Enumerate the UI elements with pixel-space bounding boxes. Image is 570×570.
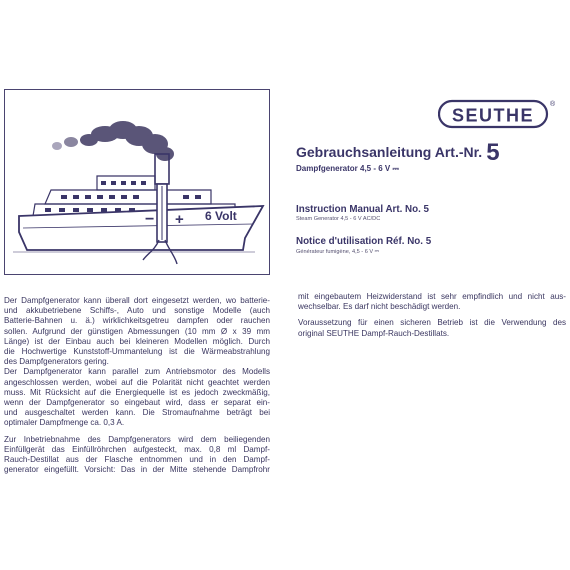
text-line: Der Dampfgenerator kann parallel zum Antriebsmotor des Modells xyxy=(4,367,270,377)
page-title xyxy=(296,139,500,167)
plus-sign: + xyxy=(175,211,184,228)
english-title: Instruction Manual Art. No. 5 xyxy=(296,204,429,215)
page-subtitle: Dampfgenerator 4,5 - 6 V ⎓ xyxy=(296,164,399,173)
text-line: Rauch-Destillat aus der Flasche entnommen und in den Dampf- xyxy=(4,455,270,465)
paragraph-caution xyxy=(298,292,566,312)
text-line: und akkubetriebene Schiffs-, Auto und sonstige Modelle (auch xyxy=(4,306,270,316)
text-line: Zur Inbetriebnahme des Dampfgenerators wird dem beiliegenden xyxy=(4,434,270,444)
text-line: wenn der Dampfgenerator so eingebaut wird, dass er separat ein- xyxy=(4,398,270,408)
french-subtitle: Générateur fumigène, 4,5 - 6 V ⎓ xyxy=(296,249,380,255)
voltage-label: 6 Volt xyxy=(205,209,237,223)
title-text: Gebrauchsanleitung Art.-Nr. xyxy=(296,144,483,160)
french-title: Notice d'utilisation Réf. No. 5 xyxy=(296,236,432,247)
article-number: 5 xyxy=(486,139,500,166)
ship-illustration xyxy=(5,90,271,276)
text-line: Voraussetzung für einen sicheren Betrieb ist die Verwendung des xyxy=(298,318,566,328)
minus-sign: − xyxy=(145,211,155,228)
paragraph-requirement xyxy=(298,318,566,338)
text-line: mit eingebautem Heizwiderstand ist sehr empfindlich und nicht aus- xyxy=(298,292,566,301)
text-line: Der Dampfgenerator kann überall dort eingesetzt werden, wo batterie- xyxy=(4,296,270,305)
text-line: die Hochwertige Kunststoff-Ummantelung ist die Wärmeabstrahlung xyxy=(4,347,270,357)
text-line: sollen. Aufgrund der günstigen Abmessungen (10 mm Ø x 39 mm xyxy=(4,326,270,336)
english-subtitle: Steam Generator 4,5 - 6 V AC/DC xyxy=(296,216,381,222)
logo-text: SEUTHE xyxy=(451,105,535,126)
text-line: muss. Mit Rücksicht auf die Energiequelle ist es jedoch zweckmäßig, xyxy=(4,387,270,397)
left-text-column xyxy=(4,296,270,475)
text-line: optimaler Dampfmenge ca. 0,3 A. xyxy=(4,418,125,428)
paragraph-filling xyxy=(4,435,270,476)
text-line: angeschlossen werden, wobei auf die Polarität nicht geachtet werden xyxy=(4,377,270,387)
text-line: und ausgeschaltet werden kann. Die Stromaufnahme beträgt bei xyxy=(4,408,270,418)
ship-illustration-frame xyxy=(4,89,270,275)
text-line: original SEUTHE Dampf-Rauch-Destillats. xyxy=(298,328,450,338)
text-line: Länge) ist der Einbau auch bei kleineren Modellen möglich. Durch xyxy=(4,336,270,346)
text-line: wechselbar. Es darf nicht beschädigt werden. xyxy=(298,302,461,312)
registered-mark: ® xyxy=(550,101,556,108)
right-text-column xyxy=(298,292,566,339)
text-line: Einfüllgerät das Einfüllröhrchen aufgesteckt, max. 0,8 ml Dampf- xyxy=(4,444,270,454)
seuthe-logo xyxy=(438,98,558,130)
text-line: generator eingefüllt. Vorsicht: Das in der Mitte stehende Dampfrohr xyxy=(4,465,270,475)
text-line: des Dampfgenerators gering. xyxy=(4,357,109,367)
text-line: Batterie-Bahnen u. ä.) wirklichkeitsgetreu dampfen oder rauchen xyxy=(4,316,270,326)
paragraph-usage xyxy=(4,296,270,367)
paragraph-connection xyxy=(4,367,270,428)
